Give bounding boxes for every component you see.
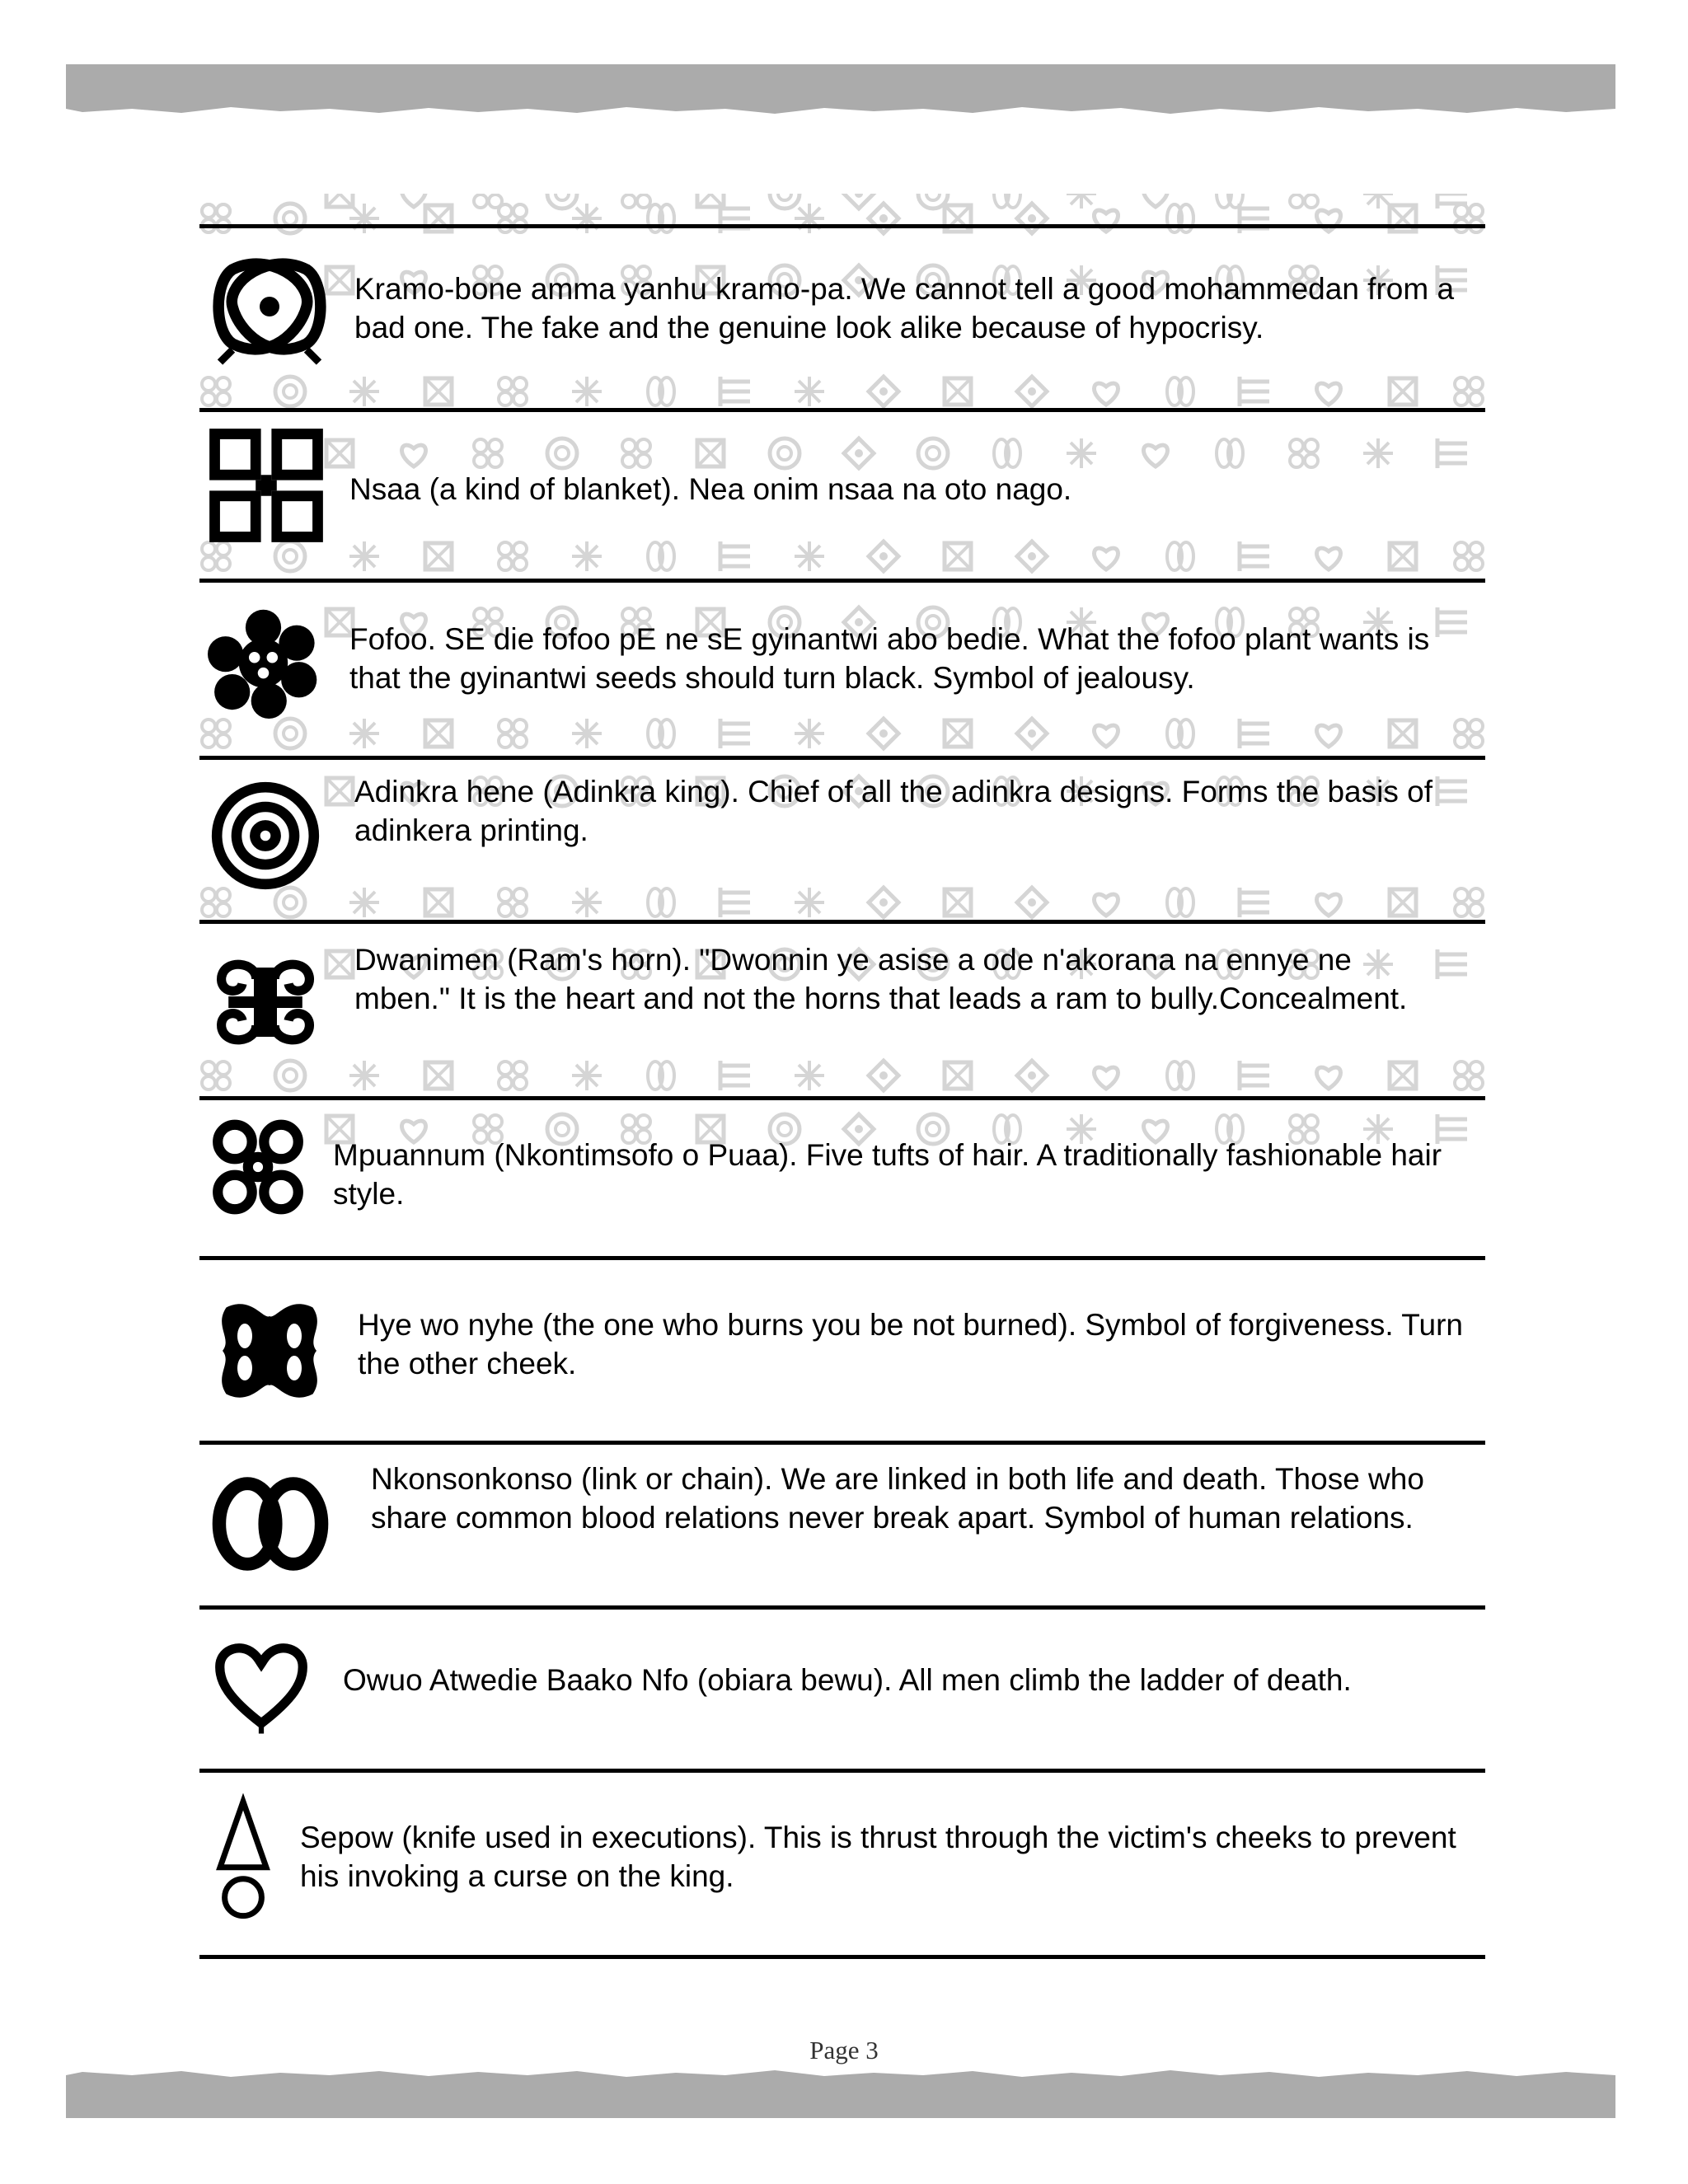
symbol-entry xyxy=(199,583,1485,756)
symbol-description: Nsaa (a kind of blanket). Nea onim nsaa na oto nago. xyxy=(349,472,1072,506)
hye-wo-nhye-icon xyxy=(208,1289,331,1413)
footer-band xyxy=(66,2077,1615,2118)
symbol-description: Hye wo nyhe (the one who burns you be not burned). Symbol of forgiveness. Turn the other cheek. xyxy=(358,1308,1463,1380)
symbol-description: Kramo-bone amma yanhu kramo-pa. We cannot tell a good mohammedan from a bad one. The fake and the genuine look alike because of hypocrisy. xyxy=(354,272,1455,344)
nkonsonkonso-icon xyxy=(208,1474,333,1574)
symbol-entry xyxy=(199,1773,1485,1955)
symbol-entry xyxy=(199,1260,1485,1441)
sepow-icon xyxy=(214,1793,272,1925)
symbol-entry xyxy=(199,1445,1485,1605)
symbol-description: Dwanimen (Ram's horn). "Dwonnin ye asise a ode n'akorana na ennye ne mben." It is the heart and not the horns that leads a ram to bully.Concealment. xyxy=(354,943,1408,1015)
nsaa-icon xyxy=(208,427,325,544)
kramo-bone-icon xyxy=(208,245,331,368)
symbol-entry xyxy=(199,228,1485,408)
symbol-description: Nkonsonkonso (link or chain). We are linked in both life and death. Those who share common blood relations never break apart. Symbol of human relations. xyxy=(371,1462,1424,1535)
page-number: Page 3 xyxy=(809,2036,879,2064)
symbol-description: Mpuannum (Nkontimsofo o Puaa). Five tufts of hair. A traditionally fashionable hair style. xyxy=(333,1138,1442,1211)
owuo-atwedie-icon xyxy=(208,1633,315,1736)
symbol-entry xyxy=(199,412,1485,579)
symbol-entry xyxy=(199,924,1485,1096)
symbol-entry xyxy=(199,1610,1485,1769)
symbol-description: Owuo Atwedie Baako Nfo (obiara bewu). All men climb the ladder of death. xyxy=(343,1663,1352,1697)
symbol-entry xyxy=(199,760,1485,920)
header-band xyxy=(66,64,1615,107)
symbol-entry xyxy=(199,1100,1485,1256)
symbol-description: Fofoo. SE die fofoo pE ne sE gyinantwi abo bedie. What the fofoo plant wants is that the gyinantwi seeds should turn black. Symbol of jealousy. xyxy=(349,622,1430,695)
symbol-description: Adinkra hene (Adinkra king). Chief of all the adinkra designs. Forms the basis of adinkera printing. xyxy=(354,775,1432,847)
fofoo-icon xyxy=(208,607,319,719)
dwanimen-icon xyxy=(208,944,323,1060)
adinkra-hene-icon xyxy=(208,778,323,893)
mpuannum-icon xyxy=(208,1117,308,1217)
symbol-description: Sepow (knife used in executions). This is thrust through the victim's cheeks to prevent his invoking a curse on the king. xyxy=(300,1821,1456,1893)
divider-rule xyxy=(199,1955,1485,1959)
